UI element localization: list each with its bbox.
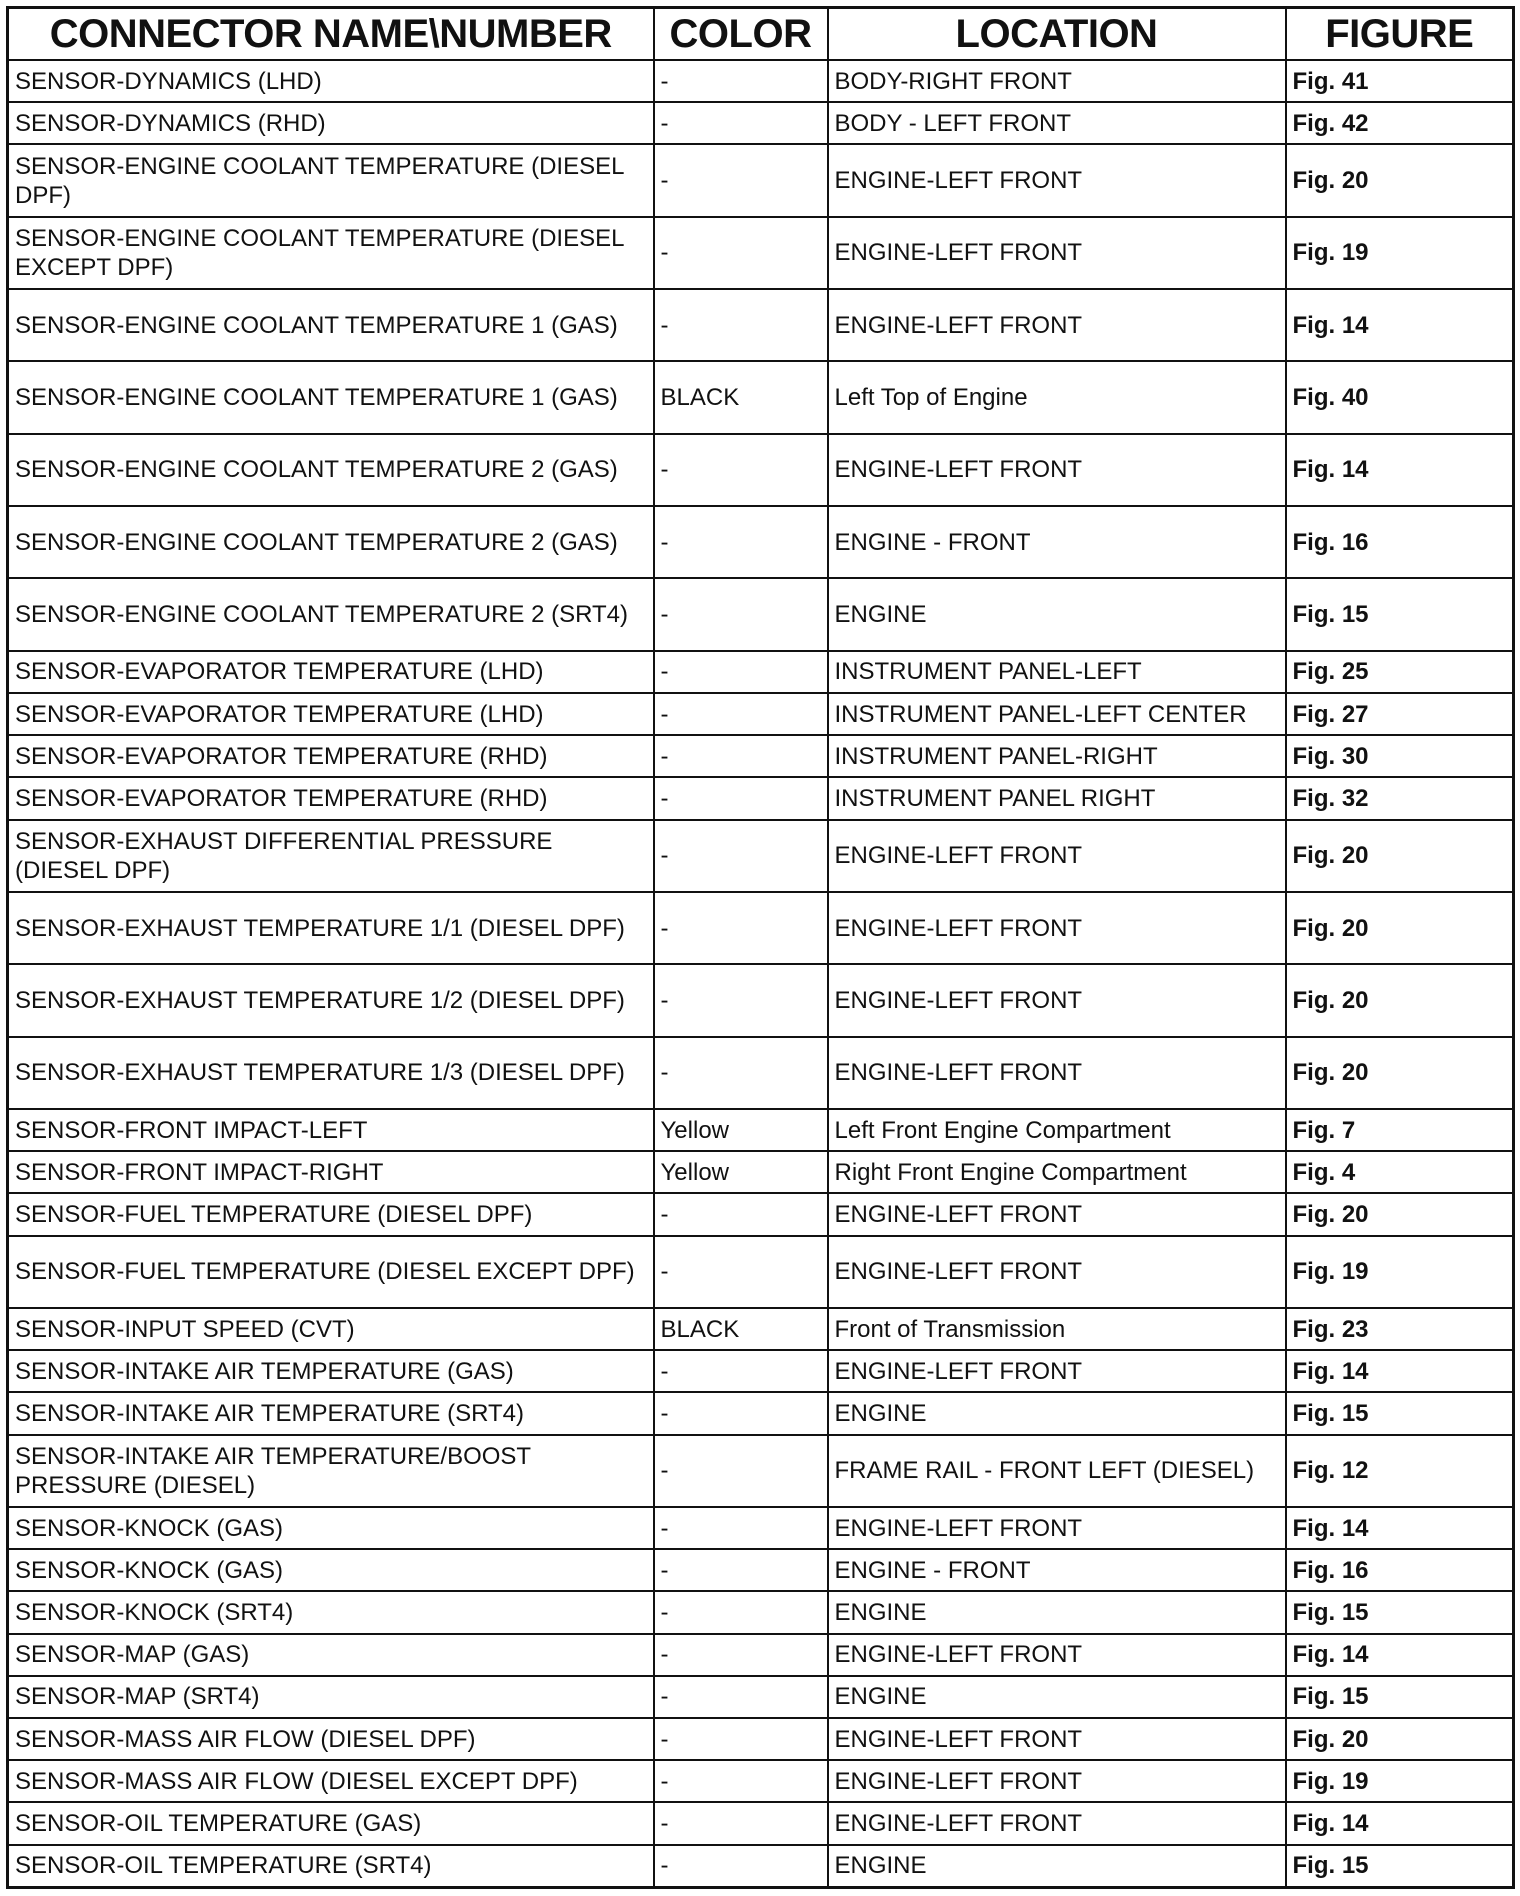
location-cell: ENGINE - FRONT <box>828 506 1286 578</box>
header-location: LOCATION <box>828 8 1286 61</box>
color-cell: - <box>654 1760 828 1802</box>
table-row <box>8 1591 1514 1633</box>
connector-name-cell: SENSOR-EVAPORATOR TEMPERATURE (RHD) <box>8 777 654 819</box>
location-cell: ENGINE - FRONT <box>828 1549 1286 1591</box>
location-cell: ENGINE-LEFT FRONT <box>828 1760 1286 1802</box>
figure-cell: Fig. 20 <box>1286 820 1514 892</box>
connector-name-cell: SENSOR-EVAPORATOR TEMPERATURE (LHD) <box>8 693 654 735</box>
connector-name-cell: SENSOR-EXHAUST TEMPERATURE 1/1 (DIESEL DPF) <box>8 892 654 964</box>
color-cell: - <box>654 1435 828 1507</box>
color-cell: - <box>654 964 828 1036</box>
color-cell: - <box>654 1845 828 1888</box>
color-cell: - <box>654 1591 828 1633</box>
table-row <box>8 1634 1514 1676</box>
location-cell: INSTRUMENT PANEL-LEFT <box>828 651 1286 693</box>
location-cell: ENGINE-LEFT FRONT <box>828 289 1286 361</box>
figure-cell: Fig. 14 <box>1286 1802 1514 1844</box>
color-cell: - <box>654 777 828 819</box>
figure-cell: Fig. 12 <box>1286 1435 1514 1507</box>
location-cell: ENGINE-LEFT FRONT <box>828 1350 1286 1392</box>
color-cell: - <box>654 651 828 693</box>
location-cell: ENGINE-LEFT FRONT <box>828 1193 1286 1235</box>
color-cell: - <box>654 1549 828 1591</box>
color-cell: - <box>654 102 828 144</box>
color-cell: - <box>654 144 828 216</box>
connector-name-cell: SENSOR-DYNAMICS (RHD) <box>8 102 654 144</box>
location-cell: ENGINE-LEFT FRONT <box>828 144 1286 216</box>
connector-name-cell: SENSOR-ENGINE COOLANT TEMPERATURE (DIESEL DPF) <box>8 144 654 216</box>
color-cell: - <box>654 217 828 289</box>
connector-name-cell: SENSOR-FUEL TEMPERATURE (DIESEL EXCEPT DPF) <box>8 1236 654 1308</box>
color-cell: - <box>654 60 828 102</box>
figure-cell: Fig. 15 <box>1286 1392 1514 1434</box>
table-row <box>8 735 1514 777</box>
table-row <box>8 651 1514 693</box>
table-row <box>8 506 1514 578</box>
connector-name-cell: SENSOR-KNOCK (SRT4) <box>8 1591 654 1633</box>
figure-cell: Fig. 23 <box>1286 1308 1514 1350</box>
color-cell: - <box>654 1193 828 1235</box>
table-row <box>8 1549 1514 1591</box>
connector-name-cell: SENSOR-ENGINE COOLANT TEMPERATURE (DIESEL EXCEPT DPF) <box>8 217 654 289</box>
figure-cell: Fig. 15 <box>1286 1676 1514 1718</box>
table-row <box>8 361 1514 433</box>
connector-name-cell: SENSOR-OIL TEMPERATURE (GAS) <box>8 1802 654 1844</box>
location-cell: ENGINE <box>828 1591 1286 1633</box>
table-row <box>8 820 1514 892</box>
figure-cell: Fig. 20 <box>1286 1037 1514 1109</box>
color-cell: - <box>654 1676 828 1718</box>
table-row <box>8 1037 1514 1109</box>
connector-name-cell: SENSOR-KNOCK (GAS) <box>8 1549 654 1591</box>
connector-name-cell: SENSOR-MASS AIR FLOW (DIESEL EXCEPT DPF) <box>8 1760 654 1802</box>
location-cell: ENGINE-LEFT FRONT <box>828 964 1286 1036</box>
location-cell: FRAME RAIL - FRONT LEFT (DIESEL) <box>828 1435 1286 1507</box>
table-row <box>8 578 1514 650</box>
location-cell: ENGINE-LEFT FRONT <box>828 434 1286 506</box>
location-cell: ENGINE-LEFT FRONT <box>828 1037 1286 1109</box>
connector-table <box>6 6 1515 1889</box>
color-cell: - <box>654 1718 828 1760</box>
location-cell: INSTRUMENT PANEL-LEFT CENTER <box>828 693 1286 735</box>
figure-cell: Fig. 16 <box>1286 506 1514 578</box>
color-cell: - <box>654 1037 828 1109</box>
figure-cell: Fig. 19 <box>1286 217 1514 289</box>
header-row <box>8 8 1514 61</box>
color-cell: BLACK <box>654 1308 828 1350</box>
location-cell: ENGINE-LEFT FRONT <box>828 1634 1286 1676</box>
location-cell: ENGINE-LEFT FRONT <box>828 217 1286 289</box>
connector-name-cell: SENSOR-KNOCK (GAS) <box>8 1507 654 1549</box>
color-cell: - <box>654 506 828 578</box>
table-row <box>8 1845 1514 1888</box>
figure-cell: Fig. 20 <box>1286 1193 1514 1235</box>
figure-cell: Fig. 20 <box>1286 144 1514 216</box>
location-cell: INSTRUMENT PANEL-RIGHT <box>828 735 1286 777</box>
table-row <box>8 777 1514 819</box>
figure-cell: Fig. 15 <box>1286 578 1514 650</box>
figure-cell: Fig. 20 <box>1286 1718 1514 1760</box>
connector-name-cell: SENSOR-EXHAUST TEMPERATURE 1/2 (DIESEL DPF) <box>8 964 654 1036</box>
color-cell: - <box>654 434 828 506</box>
table-row <box>8 1350 1514 1392</box>
location-cell: ENGINE-LEFT FRONT <box>828 892 1286 964</box>
connector-name-cell: SENSOR-ENGINE COOLANT TEMPERATURE 1 (GAS) <box>8 289 654 361</box>
table-row <box>8 1193 1514 1235</box>
location-cell: Front of Transmission <box>828 1308 1286 1350</box>
header-color: COLOR <box>654 8 828 61</box>
figure-cell: Fig. 14 <box>1286 1350 1514 1392</box>
location-cell: Right Front Engine Compartment <box>828 1151 1286 1193</box>
color-cell: - <box>654 1634 828 1676</box>
table-row <box>8 964 1514 1036</box>
color-cell: - <box>654 1802 828 1844</box>
connector-name-cell: SENSOR-EXHAUST TEMPERATURE 1/3 (DIESEL DPF) <box>8 1037 654 1109</box>
table-row <box>8 1392 1514 1434</box>
connector-name-cell: SENSOR-EVAPORATOR TEMPERATURE (RHD) <box>8 735 654 777</box>
connector-name-cell: SENSOR-EXHAUST DIFFERENTIAL PRESSURE (DIESEL DPF) <box>8 820 654 892</box>
location-cell: ENGINE-LEFT FRONT <box>828 1236 1286 1308</box>
figure-cell: Fig. 41 <box>1286 60 1514 102</box>
color-cell: - <box>654 1392 828 1434</box>
location-cell: ENGINE-LEFT FRONT <box>828 1507 1286 1549</box>
figure-cell: Fig. 40 <box>1286 361 1514 433</box>
table-row <box>8 217 1514 289</box>
figure-cell: Fig. 15 <box>1286 1845 1514 1888</box>
location-cell: ENGINE <box>828 578 1286 650</box>
table-row <box>8 1507 1514 1549</box>
connector-name-cell: SENSOR-ENGINE COOLANT TEMPERATURE 2 (GAS) <box>8 434 654 506</box>
table-row <box>8 1718 1514 1760</box>
table-row <box>8 1236 1514 1308</box>
connector-name-cell: SENSOR-ENGINE COOLANT TEMPERATURE 2 (GAS) <box>8 506 654 578</box>
connector-name-cell: SENSOR-FRONT IMPACT-RIGHT <box>8 1151 654 1193</box>
location-cell: ENGINE <box>828 1676 1286 1718</box>
figure-cell: Fig. 20 <box>1286 892 1514 964</box>
table-row <box>8 434 1514 506</box>
connector-name-cell: SENSOR-EVAPORATOR TEMPERATURE (LHD) <box>8 651 654 693</box>
location-cell: BODY-RIGHT FRONT <box>828 60 1286 102</box>
table-row <box>8 1435 1514 1507</box>
location-cell: ENGINE-LEFT FRONT <box>828 1802 1286 1844</box>
color-cell: - <box>654 289 828 361</box>
table-row <box>8 1802 1514 1844</box>
color-cell: - <box>654 820 828 892</box>
table-row <box>8 60 1514 102</box>
figure-cell: Fig. 7 <box>1286 1109 1514 1151</box>
figure-cell: Fig. 15 <box>1286 1591 1514 1633</box>
color-cell: - <box>654 693 828 735</box>
table-row <box>8 1308 1514 1350</box>
location-cell: ENGINE <box>828 1845 1286 1888</box>
header-connector-name: CONNECTOR NAME\NUMBER <box>8 8 654 61</box>
connector-name-cell: SENSOR-MAP (GAS) <box>8 1634 654 1676</box>
table-row <box>8 1151 1514 1193</box>
color-cell: - <box>654 1507 828 1549</box>
color-cell: - <box>654 735 828 777</box>
connector-name-cell: SENSOR-ENGINE COOLANT TEMPERATURE 1 (GAS) <box>8 361 654 433</box>
table-row <box>8 102 1514 144</box>
connector-name-cell: SENSOR-DYNAMICS (LHD) <box>8 60 654 102</box>
table-row <box>8 892 1514 964</box>
header-figure: FIGURE <box>1286 8 1514 61</box>
connector-name-cell: SENSOR-MAP (SRT4) <box>8 1676 654 1718</box>
table-row <box>8 144 1514 216</box>
connector-name-cell: SENSOR-MASS AIR FLOW (DIESEL DPF) <box>8 1718 654 1760</box>
location-cell: BODY - LEFT FRONT <box>828 102 1286 144</box>
color-cell: - <box>654 578 828 650</box>
figure-cell: Fig. 4 <box>1286 1151 1514 1193</box>
table-row <box>8 1760 1514 1802</box>
location-cell: Left Front Engine Compartment <box>828 1109 1286 1151</box>
connector-name-cell: SENSOR-INTAKE AIR TEMPERATURE (SRT4) <box>8 1392 654 1434</box>
connector-name-cell: SENSOR-INTAKE AIR TEMPERATURE/BOOST PRESSURE (DIESEL) <box>8 1435 654 1507</box>
figure-cell: Fig. 25 <box>1286 651 1514 693</box>
color-cell: Yellow <box>654 1109 828 1151</box>
location-cell: ENGINE-LEFT FRONT <box>828 820 1286 892</box>
figure-cell: Fig. 30 <box>1286 735 1514 777</box>
table-row <box>8 1676 1514 1718</box>
color-cell: - <box>654 892 828 964</box>
figure-cell: Fig. 14 <box>1286 1634 1514 1676</box>
table-row <box>8 1109 1514 1151</box>
location-cell: Left Top of Engine <box>828 361 1286 433</box>
figure-cell: Fig. 19 <box>1286 1760 1514 1802</box>
figure-cell: Fig. 14 <box>1286 1507 1514 1549</box>
figure-cell: Fig. 20 <box>1286 964 1514 1036</box>
connector-name-cell: SENSOR-FRONT IMPACT-LEFT <box>8 1109 654 1151</box>
connector-name-cell: SENSOR-INPUT SPEED (CVT) <box>8 1308 654 1350</box>
figure-cell: Fig. 42 <box>1286 102 1514 144</box>
connector-name-cell: SENSOR-FUEL TEMPERATURE (DIESEL DPF) <box>8 1193 654 1235</box>
location-cell: ENGINE-LEFT FRONT <box>828 1718 1286 1760</box>
figure-cell: Fig. 32 <box>1286 777 1514 819</box>
connector-name-cell: SENSOR-OIL TEMPERATURE (SRT4) <box>8 1845 654 1888</box>
location-cell: INSTRUMENT PANEL RIGHT <box>828 777 1286 819</box>
color-cell: BLACK <box>654 361 828 433</box>
connector-name-cell: SENSOR-INTAKE AIR TEMPERATURE (GAS) <box>8 1350 654 1392</box>
color-cell: Yellow <box>654 1151 828 1193</box>
color-cell: - <box>654 1350 828 1392</box>
figure-cell: Fig. 16 <box>1286 1549 1514 1591</box>
figure-cell: Fig. 14 <box>1286 289 1514 361</box>
table-row <box>8 289 1514 361</box>
figure-cell: Fig. 19 <box>1286 1236 1514 1308</box>
color-cell: - <box>654 1236 828 1308</box>
figure-cell: Fig. 14 <box>1286 434 1514 506</box>
connector-name-cell: SENSOR-ENGINE COOLANT TEMPERATURE 2 (SRT4) <box>8 578 654 650</box>
table-row <box>8 693 1514 735</box>
location-cell: ENGINE <box>828 1392 1286 1434</box>
figure-cell: Fig. 27 <box>1286 693 1514 735</box>
